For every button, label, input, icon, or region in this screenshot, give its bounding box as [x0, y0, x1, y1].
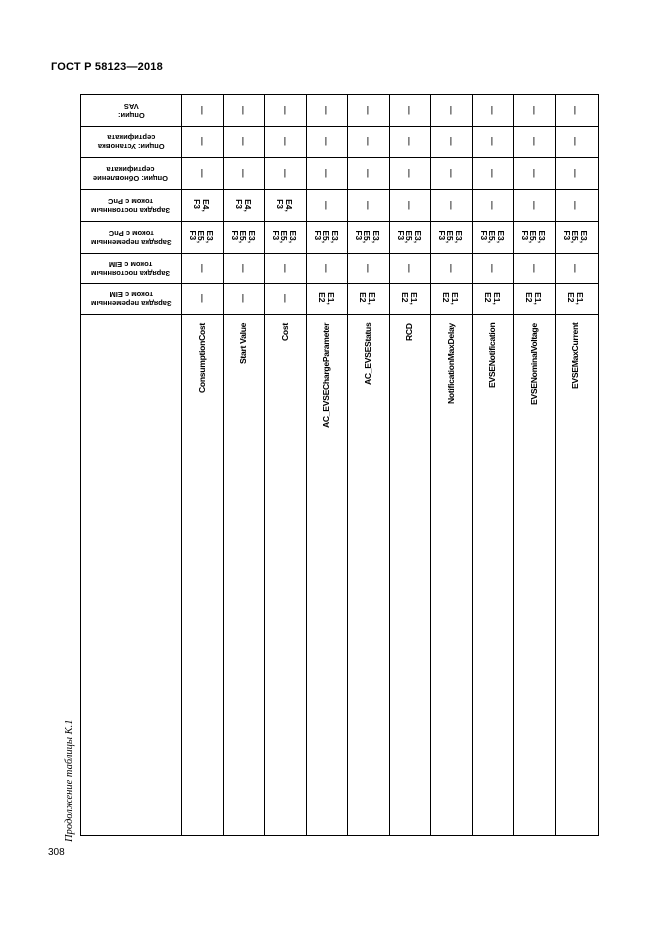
- table-cell: [555, 221, 597, 253]
- table-cell: [430, 126, 472, 157]
- table-cell: [430, 253, 472, 283]
- table-cell: [347, 126, 389, 157]
- table-cell: [513, 157, 555, 189]
- table-cell: [389, 126, 431, 157]
- cell-value: —: [238, 106, 249, 115]
- table-cell: [223, 283, 265, 314]
- parameter-name: EVSENotification: [487, 323, 498, 389]
- cell-value: E4, F3: [192, 198, 212, 212]
- table-cell: [223, 95, 265, 126]
- table-cell: [181, 221, 223, 253]
- table-cell: [264, 157, 306, 189]
- table-cell: [555, 157, 597, 189]
- table-cell: [347, 157, 389, 189]
- cell-value: —: [363, 263, 373, 273]
- table-cell: [223, 253, 265, 283]
- parameter-name: AC_EVSEChargeParameter: [321, 323, 332, 429]
- row-header-label: Зарядка переменным током с EIM: [90, 290, 172, 308]
- parameter-cell: [430, 311, 472, 834]
- row-header: [81, 95, 181, 126]
- cell-value: —: [487, 137, 498, 146]
- table-cell: [430, 95, 472, 126]
- cell-value: —: [363, 168, 373, 178]
- table-cell: [223, 126, 265, 157]
- cell-value: E1, E2: [317, 292, 336, 305]
- cell-value: —: [570, 168, 581, 178]
- table-cell: [513, 126, 555, 157]
- cell-value: E3, E5, F3: [188, 230, 216, 244]
- cell-value: E3, E5, F3: [271, 230, 299, 244]
- cell-value: —: [280, 106, 290, 115]
- table-cell: [389, 283, 431, 314]
- cell-value: E1, E2: [400, 292, 419, 305]
- table-cell: [264, 253, 306, 283]
- table-cell: [472, 189, 514, 221]
- cell-value: —: [570, 106, 581, 115]
- cell-value: —: [529, 137, 539, 146]
- table-cell: [306, 283, 348, 314]
- table-cell: [513, 95, 555, 126]
- cell-value: E4, F3: [234, 198, 253, 212]
- row-header-label: Зарядка постоянным током с PnC: [91, 197, 171, 215]
- cell-value: —: [197, 263, 207, 273]
- table-cell: [181, 253, 223, 283]
- cell-value: —: [238, 294, 249, 303]
- cell-value: —: [404, 168, 415, 178]
- table-cell: [555, 126, 597, 157]
- table-cell: [347, 221, 389, 253]
- row-header: [81, 126, 181, 157]
- row-header-label: Опции: VAS: [117, 102, 145, 120]
- cell-value: —: [404, 106, 415, 115]
- table-cell: [472, 253, 514, 283]
- parameter-name: EVSENominalVoltage: [528, 323, 539, 405]
- cell-value: —: [238, 168, 249, 178]
- table-cell: [223, 189, 265, 221]
- table-cell: [513, 189, 555, 221]
- table-cell: [181, 157, 223, 189]
- cell-value: E3, E5, F3: [354, 230, 382, 244]
- document-header: ГОСТ Р 58123—2018: [51, 61, 163, 73]
- cell-value: E4, F3: [275, 198, 295, 212]
- table-cell: [430, 283, 472, 314]
- table-cell: [430, 221, 472, 253]
- cell-value: E3, E5, F3: [478, 230, 506, 244]
- cell-value: —: [404, 137, 415, 146]
- table-cell: [555, 253, 597, 283]
- table-cell: [472, 126, 514, 157]
- parameter-name: RCD: [404, 323, 415, 341]
- table-cell: [513, 283, 555, 314]
- cell-value: —: [280, 168, 290, 178]
- table-cell: [472, 221, 514, 253]
- row-header: [81, 253, 181, 283]
- table-cell: [472, 157, 514, 189]
- table-cell: [389, 253, 431, 283]
- cell-value: E1, E2: [358, 292, 378, 305]
- table-cell: [555, 95, 597, 126]
- cell-value: E3, E5, F3: [229, 230, 257, 244]
- cell-value: —: [446, 200, 456, 210]
- cell-value: E1, E2: [524, 292, 544, 305]
- cell-value: E1, E2: [483, 292, 502, 305]
- table-cell: [347, 253, 389, 283]
- options-table: [80, 94, 599, 836]
- table-cell: [472, 95, 514, 126]
- parameter-cell: [389, 311, 431, 834]
- cell-value: —: [404, 263, 415, 273]
- parameter-name: Start Value: [238, 323, 249, 365]
- table-cell: [555, 283, 597, 314]
- table-caption: Продолжение таблицы К.1: [64, 719, 75, 842]
- table-cell: [347, 283, 389, 314]
- row-header: [81, 221, 181, 253]
- row-header-label: Зарядка постоянным током с EIM: [91, 260, 171, 278]
- table-cell: [306, 126, 348, 157]
- table-cell: [306, 189, 348, 221]
- table-cell: [223, 221, 265, 253]
- cell-value: —: [529, 263, 539, 273]
- table-cell: [389, 157, 431, 189]
- cell-value: —: [321, 168, 332, 178]
- cell-value: E3, E5, F3: [437, 230, 465, 244]
- cell-value: —: [321, 137, 332, 146]
- cell-value: —: [446, 168, 456, 178]
- cell-value: —: [529, 200, 539, 210]
- cell-value: —: [321, 106, 332, 115]
- cell-value: —: [570, 200, 581, 210]
- table-cell: [347, 95, 389, 126]
- cell-value: —: [570, 263, 581, 273]
- table-cell: [181, 189, 223, 221]
- cell-value: —: [529, 168, 539, 178]
- cell-value: —: [570, 137, 581, 146]
- cell-value: —: [321, 200, 332, 210]
- cell-value: —: [238, 263, 249, 273]
- cell-value: —: [446, 106, 456, 115]
- cell-value: E3, E5, F3: [561, 230, 589, 244]
- table-cell: [306, 157, 348, 189]
- table-cell: [264, 221, 306, 253]
- cell-value: —: [404, 200, 415, 210]
- cell-value: —: [197, 137, 207, 146]
- parameter-cell: [347, 311, 389, 834]
- parameter-cell: [306, 311, 348, 834]
- table-cell: [306, 221, 348, 253]
- cell-value: —: [487, 263, 498, 273]
- cell-value: —: [363, 137, 373, 146]
- cell-value: —: [197, 106, 207, 115]
- cell-value: —: [487, 200, 498, 210]
- cell-value: —: [238, 137, 249, 146]
- parameter-name: Cost: [279, 323, 290, 341]
- cell-value: —: [321, 263, 332, 273]
- parameter-name: AC_EVSEStatus: [362, 323, 373, 386]
- row-header: [81, 157, 181, 189]
- cell-value: —: [529, 106, 539, 115]
- cell-value: E1, E2: [566, 292, 585, 305]
- row-header: [81, 283, 181, 314]
- row-header-label: Опции: Установка сертификата: [97, 133, 165, 151]
- parameter-cell: [472, 311, 514, 834]
- cell-value: —: [363, 106, 373, 115]
- parameter-cell: [555, 311, 597, 834]
- parameter-name: ConsumptionCost: [196, 323, 207, 393]
- parameter-cell: [181, 311, 223, 834]
- cell-value: —: [280, 137, 290, 146]
- table-cell: [389, 95, 431, 126]
- table-cell: [347, 189, 389, 221]
- table-cell: [264, 95, 306, 126]
- cell-value: E3, E5, F3: [312, 230, 340, 244]
- cell-value: —: [446, 137, 456, 146]
- cell-value: —: [487, 106, 498, 115]
- parameter-cell: [513, 311, 555, 834]
- table-cell: [472, 283, 514, 314]
- table-cell: [181, 126, 223, 157]
- table-cell: [430, 157, 472, 189]
- table-cell: [513, 253, 555, 283]
- table-cell: [223, 157, 265, 189]
- cell-value: —: [487, 168, 498, 178]
- table-cell: [389, 189, 431, 221]
- cell-value: —: [280, 294, 290, 303]
- table-cell: [181, 283, 223, 314]
- cell-value: —: [446, 263, 456, 273]
- cell-value: —: [280, 263, 290, 273]
- parameter-name: NotificationMaxDelay: [445, 323, 456, 404]
- table-cell: [555, 189, 597, 221]
- table-cell: [306, 95, 348, 126]
- parameter-cell: [264, 311, 306, 834]
- table-cell: [430, 189, 472, 221]
- table-cell: [513, 221, 555, 253]
- cell-value: —: [197, 294, 207, 303]
- table-cell: [181, 95, 223, 126]
- cell-value: E3, E5, F3: [520, 230, 548, 244]
- cell-value: E1, E2: [441, 292, 461, 305]
- parameter-name: EVSEMaxCurrent: [570, 323, 581, 390]
- row-header: [81, 189, 181, 221]
- row-header-label: Опции: Обновление сертификата: [93, 165, 169, 183]
- table-cell: [306, 253, 348, 283]
- parameter-cell: [223, 311, 265, 834]
- cell-value: —: [363, 200, 373, 210]
- page-number: 308: [48, 847, 65, 858]
- table-cell: [264, 126, 306, 157]
- table-cell: [264, 283, 306, 314]
- table-cell: [389, 221, 431, 253]
- cell-value: E3, E5, F3: [395, 230, 423, 244]
- cell-value: —: [197, 168, 207, 178]
- table-cell: [264, 189, 306, 221]
- row-header-label: Зарядка переменным током с PnC: [90, 229, 172, 247]
